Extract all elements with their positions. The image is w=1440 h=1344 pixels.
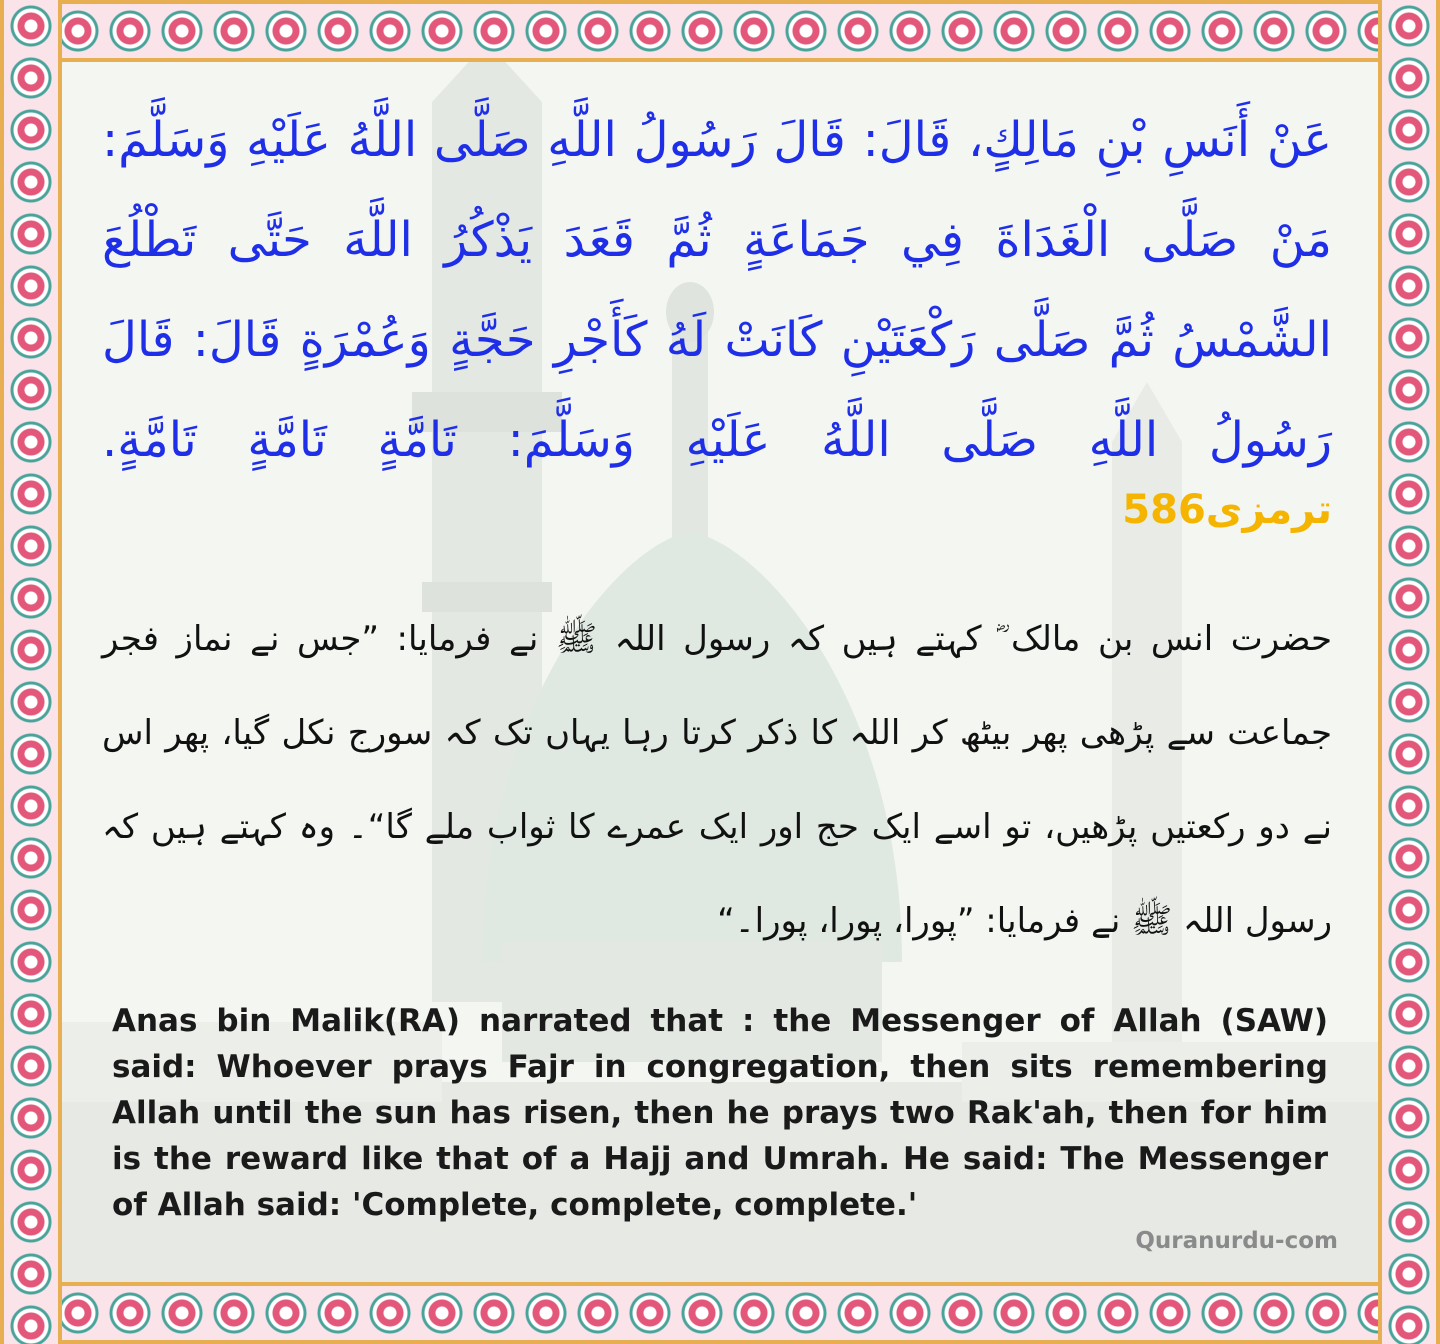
floral-border-bottom: [0, 1282, 1440, 1344]
floral-border-left: [0, 0, 62, 1344]
hadith-reference: ترمزی586: [1122, 487, 1332, 533]
arabic-hadith-text: عَنْ أَنَسِ بْنِ مَالِكٍ، قَالَ: قَالَ رَسُولُ اللَّهِ صَلَّى اللَّهُ عَلَيْهِ وَسَلَّمَ: مَنْ صَلَّى الْغَدَاةَ فِي جَمَاعَةٍ ثُمَّ قَعَدَ يَذْكُرُ اللَّهَ حَتَّى تَطْلُعَ الشَّمْسُ ثُمَّ صَلَّى رَكْعَتَيْنِ كَانَتْ لَهُ كَأَجْرِ حَجَّةٍ وَعُمْرَةٍ قَالَ: قَالَ رَسُولُ اللَّهِ صَلَّى اللَّهُ عَلَيْهِ وَسَلَّمَ: تَامَّةٍ تَامَّةٍ تَامَّةٍ.: [102, 112, 1332, 468]
content-area: [62, 62, 1378, 1282]
floral-border-right: [1378, 0, 1440, 1344]
english-translation: Anas bin Malik(RA) narrated that : the Messenger of Allah (SAW) said: Whoever prays Fajr in congregation, then sits remembering Allah until the sun has risen, then he prays two Rak'ah, then for him is the reward like that of a Hajj and Umrah. He said: The Messenger of Allah said: 'Complete, complete, complete.': [112, 1003, 1328, 1223]
floral-border-top: [0, 0, 1440, 62]
site-watermark: Quranurdu-com: [1135, 1228, 1338, 1254]
urdu-translation: حضرت انس بن مالک ؓ کہتے ہیں کہ رسول اللہ ﷺ نے فرمایا: ”جس نے نماز فجر جماعت سے پڑھی پھر بیٹھ کر اللہ کا ذکر کرتا رہا یہاں تک کہ سورج نکل گیا، پھر اس نے دو رکعتیں پڑھیں، تو اسے ایک حج اور ایک عمرے کا ثواب ملے گا“۔ وہ کہتے ہیں کہ رسول اللہ ﷺ نے فرمایا: ”پورا، پورا، پورا۔“: [102, 619, 1332, 941]
